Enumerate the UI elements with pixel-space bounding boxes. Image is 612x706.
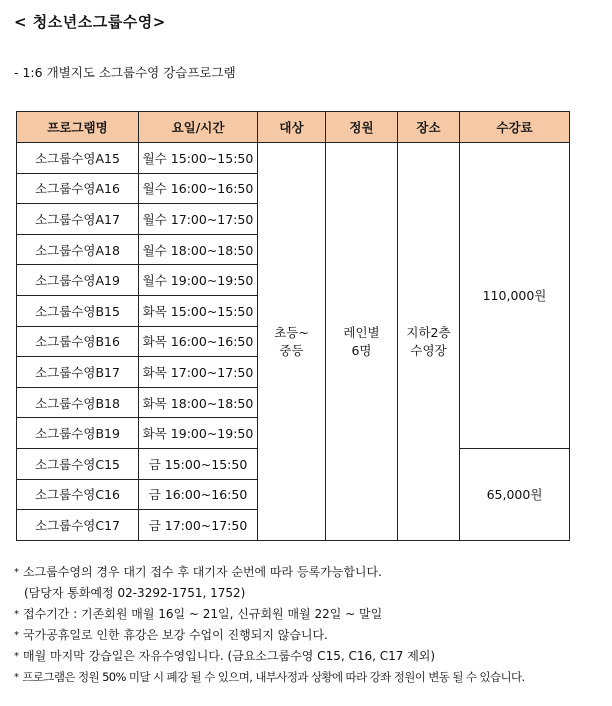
program-time: 화목 17:00~17:50 [139, 357, 258, 388]
capacity-line1: 레인별 [343, 325, 380, 341]
program-time: 금 17:00~17:50 [139, 510, 258, 541]
header-program: 프로그램명 [17, 112, 139, 143]
program-name: 소그룹수영A19 [17, 265, 139, 296]
note-text: 매월 마지막 강습일은 자유수영입니다. (금요소그룹수영 C15, C16, C17 제외) [23, 649, 436, 663]
program-name: 소그룹수영B17 [17, 357, 139, 388]
header-fee: 수강료 [460, 112, 570, 143]
place-line1: 지하2층 [406, 325, 451, 341]
header-target: 대상 [258, 112, 326, 143]
program-time: 월수 16:00~16:50 [139, 173, 258, 204]
capacity-cell [326, 143, 398, 541]
page-subtitle: - 1:6 개별지도 소그룹수영 강습프로그램 [14, 65, 236, 80]
program-name: 소그룹수영B16 [17, 326, 139, 357]
note-item [14, 583, 525, 604]
note-text: 국가공휴일로 인한 휴강은 보강 수업이 진행되지 않습니다. [23, 628, 328, 642]
program-name: 소그룹수영A15 [17, 143, 139, 174]
place-cell [398, 143, 460, 541]
program-name: 소그룹수영B19 [17, 418, 139, 449]
program-time: 금 15:00~15:50 [139, 448, 258, 479]
page-title: < 청소년소그룹수영> [14, 13, 166, 31]
table-row [17, 143, 570, 174]
note-item [14, 667, 525, 688]
program-name: 소그룹수영B18 [17, 387, 139, 418]
target-line1: 초등~ [274, 325, 309, 341]
program-name: 소그룹수영C15 [17, 448, 139, 479]
place-line2: 수영장 [410, 343, 447, 359]
program-name: 소그룹수영C16 [17, 479, 139, 510]
program-time: 화목 18:00~18:50 [139, 387, 258, 418]
note-text: 접수기간 : 기존회원 매월 16일 ~ 21일, 신규회원 매월 22일 ~ 말일 [23, 607, 383, 621]
program-time: 월수 15:00~15:50 [139, 143, 258, 174]
program-time: 화목 15:00~15:50 [139, 295, 258, 326]
asterisk-icon: * [14, 609, 19, 620]
note-text: 프로그램은 정원 50% 미달 시 폐강 될 수 있으며, 내부사정과 상황에 따라 강좌 정원이 변동 될 수 있습니다. [22, 670, 525, 684]
asterisk-icon: * [14, 651, 19, 662]
program-name: 소그룹수영A16 [17, 173, 139, 204]
program-name: 소그룹수영B15 [17, 295, 139, 326]
asterisk-icon: * [14, 630, 19, 641]
program-time: 월수 19:00~19:50 [139, 265, 258, 296]
note-item [14, 562, 525, 583]
target-cell [258, 143, 326, 541]
program-time: 금 16:00~16:50 [139, 479, 258, 510]
program-name: 소그룹수영A18 [17, 234, 139, 265]
program-time: 월수 18:00~18:50 [139, 234, 258, 265]
program-name: 소그룹수영A17 [17, 204, 139, 235]
schedule-table [16, 111, 570, 541]
table-header-row [17, 112, 570, 143]
program-time: 화목 19:00~19:50 [139, 418, 258, 449]
program-time: 월수 17:00~17:50 [139, 204, 258, 235]
note-item [14, 625, 525, 646]
asterisk-icon: * [14, 567, 19, 578]
header-place: 장소 [398, 112, 460, 143]
fee-c: 65,000원 [460, 448, 570, 540]
note-item [14, 604, 525, 625]
note-text: (담당자 통화예정 02-3292-1751, 1752) [24, 586, 246, 600]
notes-section [14, 562, 525, 688]
note-item [14, 646, 525, 667]
program-name: 소그룹수영C17 [17, 510, 139, 541]
header-time: 요일/시간 [139, 112, 258, 143]
asterisk-icon: * [14, 672, 19, 683]
target-line2: 중등 [279, 343, 304, 359]
note-text: 소그룹수영의 경우 대기 접수 후 대기자 순번에 따라 등록가능합니다. [23, 565, 382, 579]
capacity-line2: 6명 [351, 343, 372, 359]
header-capacity: 정원 [326, 112, 398, 143]
program-time: 화목 16:00~16:50 [139, 326, 258, 357]
fee-ab: 110,000원 [460, 143, 570, 449]
